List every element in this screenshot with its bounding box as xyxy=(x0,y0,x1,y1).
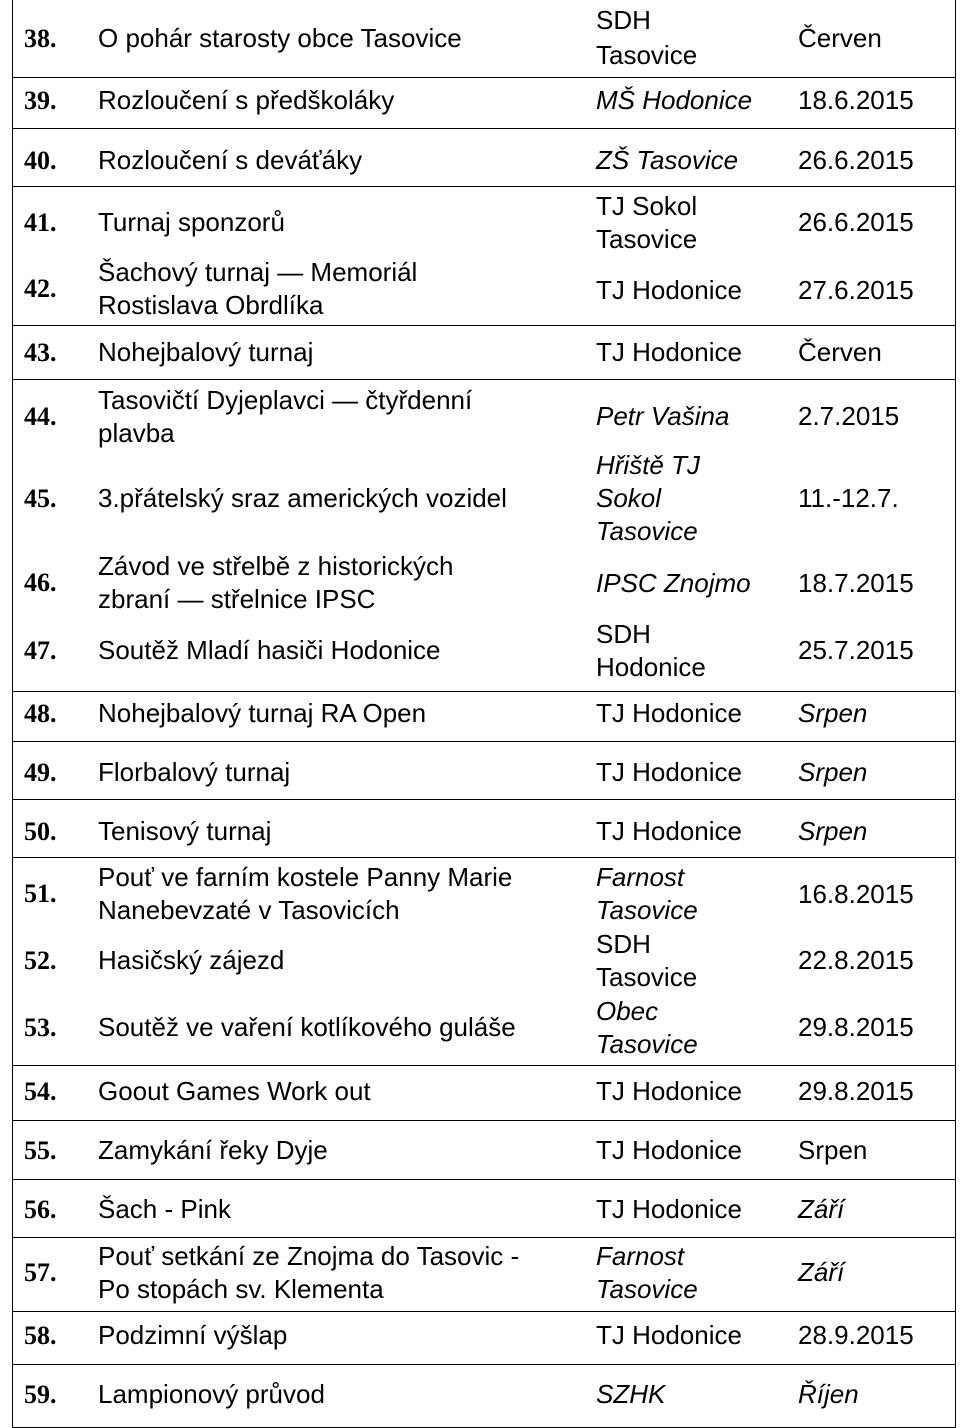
event-date: Srpen xyxy=(798,756,868,787)
event-title: plavba xyxy=(98,417,175,448)
organizer: IPSC Znojmo xyxy=(596,567,751,598)
organizer: Petr Vašina xyxy=(596,400,730,431)
event-title: Tasovičtí Dyjeplavci — čtyřdenní xyxy=(98,384,473,415)
event-date: 25.7.2015 xyxy=(798,634,914,665)
organizer: SZHK xyxy=(596,1378,666,1409)
event-title: Goout Games Work out xyxy=(98,1075,371,1106)
row-number: 39. xyxy=(24,85,57,115)
organizer: Obec xyxy=(596,995,659,1026)
event-title: 3.přátelský sraz amerických vozidel xyxy=(98,482,507,513)
row-divider xyxy=(12,379,956,380)
row-divider xyxy=(12,325,956,326)
row-number: 40. xyxy=(24,145,57,175)
row-number: 38. xyxy=(24,23,57,53)
row-divider xyxy=(12,1364,956,1365)
row-number: 41. xyxy=(24,207,57,237)
row-number: 58. xyxy=(24,1320,57,1350)
row-number: 56. xyxy=(24,1194,57,1224)
event-title: Rozloučení s předškoláky xyxy=(98,84,395,115)
organizer: Tasovice xyxy=(596,894,698,925)
row-number: 42. xyxy=(24,274,57,303)
row-number: 48. xyxy=(24,698,57,728)
organizer: Tasovice xyxy=(596,39,698,70)
organizer: Tasovice xyxy=(596,1273,698,1304)
event-date: Srpen xyxy=(798,1134,868,1165)
organizer: ZŠ Tasovice xyxy=(596,144,739,175)
event-date: 27.6.2015 xyxy=(798,274,914,305)
event-title: Po stopách sv. Klementa xyxy=(98,1273,384,1304)
event-title: Nohejbalový turnaj xyxy=(98,336,314,367)
event-date: Září xyxy=(798,1193,845,1224)
event-title: Zamykání řeky Dyje xyxy=(98,1134,328,1165)
event-date: 11.-12.7. xyxy=(798,482,899,513)
event-date: 16.8.2015 xyxy=(798,878,914,909)
row-divider xyxy=(12,1311,956,1312)
event-title: Rostislava Obrdlíka xyxy=(98,289,324,320)
row-number: 57. xyxy=(24,1258,57,1287)
organizer: TJ Sokol xyxy=(596,190,698,221)
row-divider xyxy=(12,1065,956,1066)
organizer: Hodonice xyxy=(596,651,706,682)
event-date: Srpen xyxy=(798,815,868,846)
organizer: Farnost xyxy=(596,861,685,892)
event-title: Pouť setkání ze Znojma do Tasovic - xyxy=(98,1240,520,1271)
event-title: Podzimní výšlap xyxy=(98,1319,288,1350)
row-divider xyxy=(12,857,956,858)
event-title: Hasičský zájezd xyxy=(98,944,285,975)
organizer: TJ Hodonice xyxy=(596,697,742,728)
organizer: TJ Hodonice xyxy=(596,274,742,305)
row-number: 50. xyxy=(24,816,57,846)
organizer: SDH xyxy=(596,618,651,649)
row-divider xyxy=(12,128,956,129)
row-number: 51. xyxy=(24,879,57,908)
event-title: Lampionový průvod xyxy=(98,1378,325,1409)
row-number: 53. xyxy=(24,1012,57,1042)
row-number: 43. xyxy=(24,337,57,367)
row-number: 45. xyxy=(24,483,57,513)
event-title: Soutěž Mladí hasiči Hodonice xyxy=(98,634,441,665)
organizer: Tasovice xyxy=(596,515,698,546)
organizer: Farnost xyxy=(596,1240,685,1271)
row-divider xyxy=(12,1179,956,1180)
event-date: Srpen xyxy=(798,697,868,728)
organizer: TJ Hodonice xyxy=(596,336,742,367)
row-number: 55. xyxy=(24,1135,57,1165)
event-title: zbraní — střelnice IPSC xyxy=(98,583,376,614)
row-divider xyxy=(12,77,956,78)
event-title: Šach - Pink xyxy=(98,1193,231,1224)
row-number: 54. xyxy=(24,1076,57,1106)
row-number: 46. xyxy=(24,568,57,597)
organizer: TJ Hodonice xyxy=(596,1134,742,1165)
row-divider xyxy=(12,691,956,692)
row-number: 52. xyxy=(24,945,57,975)
organizer: SDH xyxy=(596,4,651,35)
organizer: Tasovice xyxy=(596,961,698,992)
column-guide xyxy=(584,0,585,1428)
event-title: Nanebevzaté v Tasovicích xyxy=(98,894,400,925)
organizer: TJ Hodonice xyxy=(596,1193,742,1224)
row-divider xyxy=(12,741,956,742)
row-number: 49. xyxy=(24,757,57,787)
event-title: Závod ve střelbě z historických xyxy=(98,550,454,581)
organizer: Hřiště TJ xyxy=(596,449,700,480)
event-date: Říjen xyxy=(798,1378,859,1409)
event-title: Soutěž ve vaření kotlíkového guláše xyxy=(98,1011,516,1042)
event-date: 26.6.2015 xyxy=(798,206,914,237)
organizer: Sokol xyxy=(596,482,662,513)
row-divider xyxy=(12,799,956,800)
event-title: Rozloučení s deváťáky xyxy=(98,144,363,175)
organizer: TJ Hodonice xyxy=(596,756,742,787)
event-title: Pouť ve farním kostele Panny Marie xyxy=(98,861,513,892)
organizer: TJ Hodonice xyxy=(596,815,742,846)
row-divider xyxy=(12,1237,956,1238)
row-number: 44. xyxy=(24,402,57,431)
row-divider xyxy=(12,186,956,187)
organizer: TJ Hodonice xyxy=(596,1075,742,1106)
column-guide xyxy=(786,0,787,1428)
event-date: 22.8.2015 xyxy=(798,944,914,975)
event-date: 29.8.2015 xyxy=(798,1011,914,1042)
column-guide xyxy=(87,0,88,1428)
event-date: 18.6.2015 xyxy=(798,84,914,115)
event-title: Nohejbalový turnaj RA Open xyxy=(98,697,427,728)
event-title: Florbalový turnaj xyxy=(98,756,291,787)
row-number: 47. xyxy=(24,635,57,665)
event-date: 18.7.2015 xyxy=(798,567,914,598)
event-date: 29.8.2015 xyxy=(798,1075,914,1106)
organizer: TJ Hodonice xyxy=(596,1319,742,1350)
organizer: Tasovice xyxy=(596,1028,698,1059)
event-title: Šachový turnaj — Memoriál xyxy=(98,256,418,287)
row-divider xyxy=(12,1120,956,1121)
organizer: Tasovice xyxy=(596,223,698,254)
event-title: O pohár starosty obce Tasovice xyxy=(98,22,462,53)
event-date: 28.9.2015 xyxy=(798,1319,914,1350)
event-title: Turnaj sponzorů xyxy=(98,206,285,237)
event-date: Červen xyxy=(798,22,882,53)
event-date: 26.6.2015 xyxy=(798,144,914,175)
organizer: MŠ Hodonice xyxy=(596,84,753,115)
event-date: Září xyxy=(798,1256,845,1287)
organizer: SDH xyxy=(596,928,651,959)
row-number: 59. xyxy=(24,1379,57,1409)
event-title: Tenisový turnaj xyxy=(98,815,272,846)
event-date: 2.7.2015 xyxy=(798,400,900,431)
event-date: Červen xyxy=(798,336,882,367)
